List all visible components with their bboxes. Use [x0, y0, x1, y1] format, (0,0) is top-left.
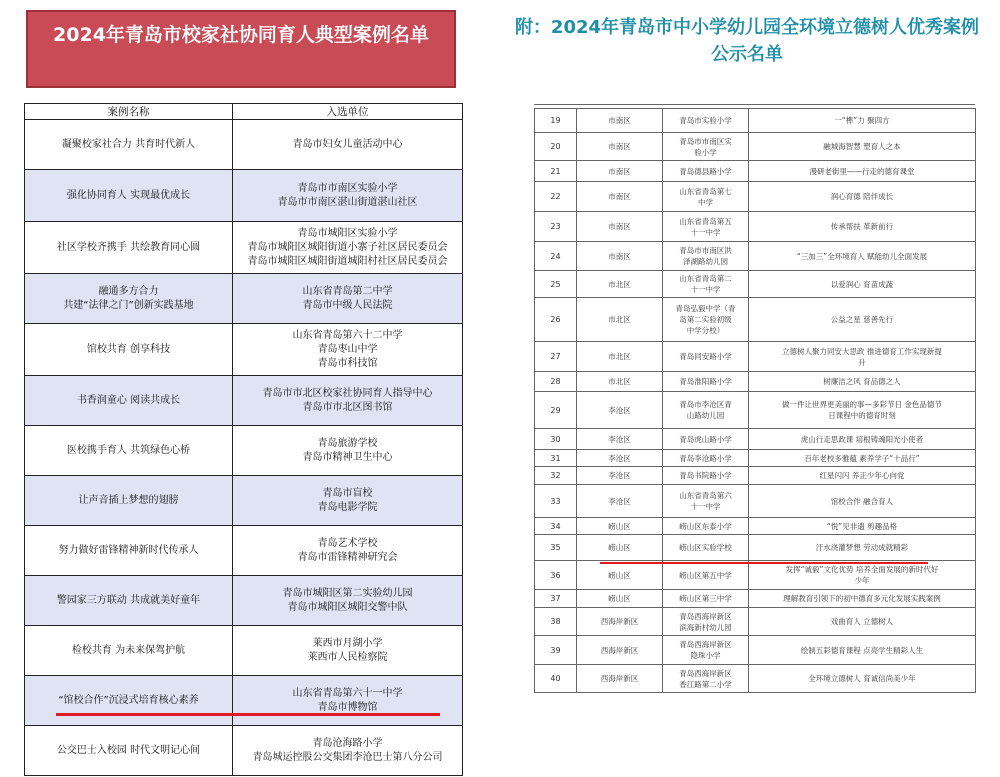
unit-line: 山东省青岛第二中学: [302, 285, 393, 297]
left-title-banner: 2024年青岛市校家社协同育人典型案例名单: [26, 10, 456, 88]
district-cell: 李沧区: [577, 467, 663, 485]
right-title: 附：2024年青岛市中小学幼儿园全环境立德树人优秀案例公示名单: [514, 17, 980, 65]
school-cell: [663, 372, 749, 392]
row-number: 26: [535, 298, 577, 342]
row-number: 37: [535, 590, 577, 608]
cell-line: 中学: [698, 197, 713, 207]
unit-cell: [233, 120, 463, 170]
school-cell: [663, 450, 749, 467]
row-number: 35: [535, 535, 577, 561]
school-cell: [663, 590, 749, 608]
district-cell: 西海岸新区: [577, 608, 663, 636]
excellent-case-row: [535, 133, 976, 161]
unit-line: 青岛市城阳区城阳街道小寨子社区居民委员会: [247, 241, 448, 253]
cell-line: 青岛市市南区实: [679, 136, 732, 146]
cell-line: 青岛虎山路小学: [679, 434, 732, 444]
case-name-cell: [25, 476, 233, 526]
cell-line: 做一件让世界更美丽的事—多彩节日 金色品德节: [782, 400, 942, 409]
district-cell: 市南区: [577, 161, 663, 182]
row-number: 24: [535, 242, 577, 271]
school-cell: [663, 109, 749, 133]
unit-line: 青岛艺术学校: [317, 537, 378, 549]
row-number: 31: [535, 450, 577, 467]
case-name-line: 公交巴士入校园 时代文明记心间: [56, 744, 201, 756]
theme-cell: [749, 590, 976, 608]
district-cell: 崂山区: [577, 561, 663, 590]
cell-line: “悦”见非遗 剪趣品格: [826, 521, 898, 531]
cell-line: 一“榫”力 聚四方: [834, 116, 890, 125]
theme-cell: [749, 392, 976, 429]
row-number: 23: [535, 212, 577, 242]
left-red-underline: [56, 713, 440, 716]
cell-line: 青岛市李沧区青: [679, 400, 732, 409]
unit-cell: [233, 426, 463, 476]
cell-line: 青岛李沧路小学: [679, 453, 732, 463]
row-number: 30: [535, 429, 577, 450]
cell-line: 戏曲育人 立德树人: [830, 617, 894, 626]
excellent-case-row: [535, 561, 976, 590]
cell-line: 润心育德 陪伴成长: [830, 192, 894, 201]
district-cell: 西海岸新区: [577, 665, 663, 693]
unit-line: 青岛沧海路小学: [312, 737, 383, 749]
unit-line: 青岛市市北区图书馆: [302, 401, 393, 413]
school-cell: [663, 561, 749, 590]
case-name-cell: [25, 274, 233, 324]
cell-line: 青岛西海岸新区: [679, 611, 732, 621]
unit-cell: [233, 626, 463, 676]
left-panel: [20, 0, 466, 777]
excellent-case-row: [535, 392, 976, 429]
right-red-underline: [600, 562, 928, 564]
case-row: [25, 170, 463, 222]
school-cell: [663, 485, 749, 518]
cell-line: 全环境立德树人 育诚信尚美少年: [808, 674, 916, 683]
case-row: [25, 376, 463, 426]
case-name-line: 检校共育 为未来保驾护航: [71, 644, 186, 656]
row-number: 19: [535, 109, 577, 133]
excellent-case-row: [535, 372, 976, 392]
theme-cell: [749, 271, 976, 298]
district-cell: 崂山区: [577, 590, 663, 608]
row-number: 33: [535, 485, 577, 518]
case-name-cell: [25, 376, 233, 426]
cell-line: 树廉洁之风 育品德之人: [823, 377, 901, 386]
case-name-line: 强化协同育人 实现最优成长: [66, 189, 191, 201]
unit-line: 青岛城运控股公交集团李沧巴士第八分公司: [252, 751, 443, 763]
unit-line: 青岛市市南区实验小学: [297, 182, 398, 194]
cell-line: 馆校合作 融合育人: [830, 496, 894, 506]
excellent-case-row: [535, 342, 976, 372]
unit-line: 青岛市城阳区第二实验幼儿园: [282, 587, 413, 599]
cell-line: 山路幼儿园: [686, 411, 725, 420]
cell-line: 青岛弘毅中学（青: [675, 304, 736, 313]
school-cell: [663, 636, 749, 665]
row-number: 39: [535, 636, 577, 665]
school-cell: [663, 392, 749, 429]
unit-cell: [233, 324, 463, 376]
row-number: 32: [535, 467, 577, 485]
unit-line: 青岛市城阳区城阳街道城阳村社区居民委员会: [247, 255, 448, 267]
case-name-cell: [25, 222, 233, 274]
district-cell: 市北区: [577, 372, 663, 392]
excellent-case-row: [535, 212, 976, 242]
school-cell: [663, 242, 749, 271]
district-cell: 市北区: [577, 298, 663, 342]
unit-line: 青岛电影学院: [317, 501, 378, 513]
district-cell: 市北区: [577, 342, 663, 372]
district-cell: 崂山区: [577, 535, 663, 561]
case-name-cell: [25, 426, 233, 476]
cell-line: 传承帮扶 革新前行: [830, 222, 894, 231]
unit-line: 莱西市月湖小学: [312, 637, 383, 649]
unit-cell: [233, 170, 463, 222]
row-number: 28: [535, 372, 577, 392]
excellent-case-row: [535, 271, 976, 298]
row-number: 40: [535, 665, 577, 693]
theme-cell: [749, 182, 976, 212]
header-case-name: 案例名称: [25, 104, 233, 120]
theme-cell: [749, 450, 976, 467]
cell-line: 青岛书院路小学: [679, 471, 732, 480]
excellent-case-row: [535, 182, 976, 212]
unit-line: 青岛枣山中学: [317, 343, 378, 355]
cell-line: 日课程中的德育时刻: [828, 411, 896, 420]
unit-line: 青岛旅游学校: [317, 437, 378, 449]
theme-cell: [749, 561, 976, 590]
school-cell: [663, 608, 749, 636]
cell-line: 山东省青岛第六: [679, 491, 732, 500]
cell-line: 公益之星 慈善先行: [830, 315, 894, 324]
excellent-case-row: [535, 450, 976, 467]
case-name-cell: [25, 120, 233, 170]
cell-line: 融城海智慧 塑育人之本: [823, 142, 901, 151]
cell-line: 汗水浇灌梦想 劳动成就精彩: [815, 543, 909, 552]
unit-line: 青岛市盲校: [322, 487, 373, 499]
unit-cell: [233, 576, 463, 626]
unit-cell: [233, 526, 463, 576]
school-cell: [663, 271, 749, 298]
theme-cell: [749, 212, 976, 242]
unit-line: 青岛市市北区校家社协同育人指导中心: [262, 387, 433, 399]
cell-line: 理解教育引领下的初中德育多元化发展实践案例: [783, 594, 941, 603]
unit-line: 青岛市中级人民法院: [302, 299, 393, 311]
cell-line: 泽湖路幼儿园: [683, 257, 728, 266]
cell-line: 岛第二实验初级: [679, 315, 732, 324]
cell-line: 升: [858, 357, 866, 367]
theme-cell: [749, 342, 976, 372]
district-cell: 市南区: [577, 109, 663, 133]
theme-cell: [749, 467, 976, 485]
theme-cell: [749, 372, 976, 392]
district-cell: 市南区: [577, 182, 663, 212]
row-number: 25: [535, 271, 577, 298]
case-row: [25, 476, 463, 526]
school-cell: [663, 467, 749, 485]
case-name-cell: [25, 324, 233, 376]
cell-line: 山东省青岛第七: [679, 186, 732, 196]
cell-line: 青岛西海岸新区: [679, 668, 732, 678]
cell-line: 青岛市市南区洪: [679, 246, 732, 255]
unit-cell: [233, 676, 463, 726]
cell-line: 青岛市实验小学: [679, 116, 732, 125]
excellent-case-row: [535, 518, 976, 535]
theme-cell: [749, 485, 976, 518]
school-cell: [663, 665, 749, 693]
excellent-case-row: [535, 590, 976, 608]
right-case-table: [534, 108, 976, 693]
school-cell: [663, 535, 749, 561]
unit-line: 青岛市市南区湛山街道湛山社区: [277, 196, 418, 208]
case-row: [25, 426, 463, 476]
cell-line: 绘制五彩德育课程 点亮学生精彩人生: [800, 645, 924, 655]
unit-line: 青岛市城阳区实验小学: [297, 227, 398, 239]
cell-line: 十一中学: [690, 502, 721, 511]
excellent-case-row: [535, 665, 976, 693]
case-row: [25, 222, 463, 274]
case-name-line: 馆校共育 创享科技: [86, 343, 171, 355]
district-cell: 崂山区: [577, 518, 663, 535]
theme-cell: [749, 109, 976, 133]
left-case-table: [24, 103, 463, 776]
unit-cell: [233, 476, 463, 526]
theme-cell: [749, 161, 976, 182]
unit-line: 青岛市城阳区城阳交警中队: [287, 601, 408, 613]
case-name-line: 努力做好雷锋精神新时代传承人: [58, 544, 199, 556]
cell-line: 崂山区东泰小学: [679, 521, 732, 531]
district-cell: 李沧区: [577, 485, 663, 518]
excellent-case-row: [535, 429, 976, 450]
unit-cell: [233, 726, 463, 776]
district-cell: 李沧区: [577, 450, 663, 467]
district-cell: 市南区: [577, 212, 663, 242]
cell-line: 青岛同安路小学: [679, 352, 732, 361]
cell-line: 验小学: [694, 147, 717, 157]
theme-cell: [749, 535, 976, 561]
cell-line: 中学分校）: [686, 326, 725, 335]
cell-line: 滨海新村幼儿园: [679, 622, 732, 632]
cell-line: 立德树人聚力同安大思政 推进德育工作实现新提: [782, 346, 942, 356]
school-cell: [663, 298, 749, 342]
cell-line: “三加三”全环境育人 赋能幼儿全面发展: [796, 251, 928, 261]
unit-line: 青岛市妇女儿童活动中心: [292, 138, 403, 150]
school-cell: [663, 429, 749, 450]
theme-cell: [749, 429, 976, 450]
row-number: 20: [535, 133, 577, 161]
case-name-line: “馆校合作”沉浸式培育核心素养: [58, 694, 199, 706]
excellent-case-row: [535, 298, 976, 342]
school-cell: [663, 342, 749, 372]
case-name-cell: [25, 726, 233, 776]
cell-line: 崂山区第三中学: [679, 594, 732, 603]
row-number: 21: [535, 161, 577, 182]
excellent-case-row: [535, 109, 976, 133]
cell-line: 香江路第二小学: [679, 679, 732, 689]
cell-line: 青岛德县路小学: [679, 166, 732, 176]
right-panel: [512, 0, 1000, 777]
excellent-case-row: [535, 636, 976, 665]
case-name-line: 凝聚校家社合力 共育时代新人: [61, 138, 196, 150]
case-name-cell: [25, 526, 233, 576]
cell-line: 以爱润心 育苗成蔬: [830, 279, 894, 289]
school-cell: [663, 518, 749, 535]
cell-line: 百年老校多雅蕴 素养学子“十品行”: [804, 453, 920, 463]
cell-line: 青岛西海岸新区: [679, 640, 732, 649]
case-name-line: 社区学校齐携手 共绘教育同心圆: [56, 241, 201, 253]
excellent-case-row: [535, 242, 976, 271]
unit-line: 莱西市人民检察院: [307, 651, 388, 663]
case-row: [25, 120, 463, 170]
school-cell: [663, 133, 749, 161]
theme-cell: [749, 518, 976, 535]
school-cell: [663, 161, 749, 182]
case-name-line: 融通多方合力: [98, 285, 159, 297]
case-row: [25, 324, 463, 376]
district-cell: 市南区: [577, 133, 663, 161]
case-name-cell: [25, 576, 233, 626]
unit-cell: [233, 376, 463, 426]
row-number: 36: [535, 561, 577, 590]
theme-cell: [749, 133, 976, 161]
unit-line: 青岛市精神卫生中心: [302, 451, 393, 463]
row-number: 29: [535, 392, 577, 429]
case-name-cell: [25, 170, 233, 222]
unit-line: 青岛市科技馆: [317, 357, 378, 369]
case-row: [25, 576, 463, 626]
theme-cell: [749, 665, 976, 693]
district-cell: 李沧区: [577, 429, 663, 450]
district-cell: 西海岸新区: [577, 636, 663, 665]
row-number: 38: [535, 608, 577, 636]
school-cell: [663, 182, 749, 212]
header-selected-unit: 入选单位: [233, 104, 463, 120]
case-name-line: 让声音插上梦想的翅膀: [78, 494, 179, 506]
excellent-case-row: [535, 535, 976, 561]
unit-line: 青岛市博物馆: [317, 701, 378, 713]
district-cell: 市北区: [577, 271, 663, 298]
cell-line: 发挥“诚毅”文化优势 培养全面发展的新时代好: [785, 565, 939, 574]
case-name-line: 共建“法律之门”创新实践基地: [63, 299, 194, 311]
unit-cell: [233, 274, 463, 324]
excellent-case-row: [535, 608, 976, 636]
cell-line: 山东省青岛第二: [679, 274, 732, 283]
excellent-case-row: [535, 161, 976, 182]
excellent-case-row: [535, 485, 976, 518]
case-row: [25, 676, 463, 726]
cell-line: 青岛淮阳路小学: [679, 377, 732, 386]
cell-line: 崂山区第五中学: [679, 570, 732, 580]
right-top-rule: [534, 104, 975, 105]
cell-line: 山东省青岛第五: [679, 216, 732, 226]
case-name-cell: [25, 676, 233, 726]
district-cell: 李沧区: [577, 392, 663, 429]
cell-line: 少年: [854, 576, 870, 585]
row-number: 34: [535, 518, 577, 535]
cell-line: 隐珠小学: [690, 651, 721, 660]
case-row: [25, 626, 463, 676]
unit-cell: [233, 222, 463, 274]
cell-line: 十一中学: [690, 285, 721, 294]
theme-cell: [749, 636, 976, 665]
theme-cell: [749, 608, 976, 636]
unit-line: 山东省青岛第六十一中学: [292, 687, 403, 699]
cell-line: 十一中学: [690, 227, 721, 237]
row-number: 27: [535, 342, 577, 372]
case-name-line: 书香润童心 阅读共成长: [76, 394, 181, 406]
cell-line: 漫研老街里——行走的德育课堂: [809, 166, 915, 176]
cell-line: 红星闪闪 养正少年心向党: [819, 471, 905, 480]
cell-line: 虎山行走思政课 培根铸魂阳光小使者: [800, 434, 924, 444]
cell-line: 崂山区实验学校: [679, 543, 732, 552]
case-row: [25, 526, 463, 576]
case-row: [25, 726, 463, 776]
excellent-case-row: [535, 467, 976, 485]
school-cell: [663, 212, 749, 242]
case-name-line: 医校携手育人 共筑绿色心桥: [66, 444, 191, 456]
case-row: [25, 274, 463, 324]
theme-cell: [749, 242, 976, 271]
theme-cell: [749, 298, 976, 342]
case-name-line: 警园家三方联动 共成就美好童年: [56, 594, 201, 606]
unit-line: 青岛市雷锋精神研究会: [297, 551, 398, 563]
unit-line: 山东省青岛第六十二中学: [292, 329, 403, 341]
row-number: 22: [535, 182, 577, 212]
case-name-cell: [25, 626, 233, 676]
district-cell: 市南区: [577, 242, 663, 271]
